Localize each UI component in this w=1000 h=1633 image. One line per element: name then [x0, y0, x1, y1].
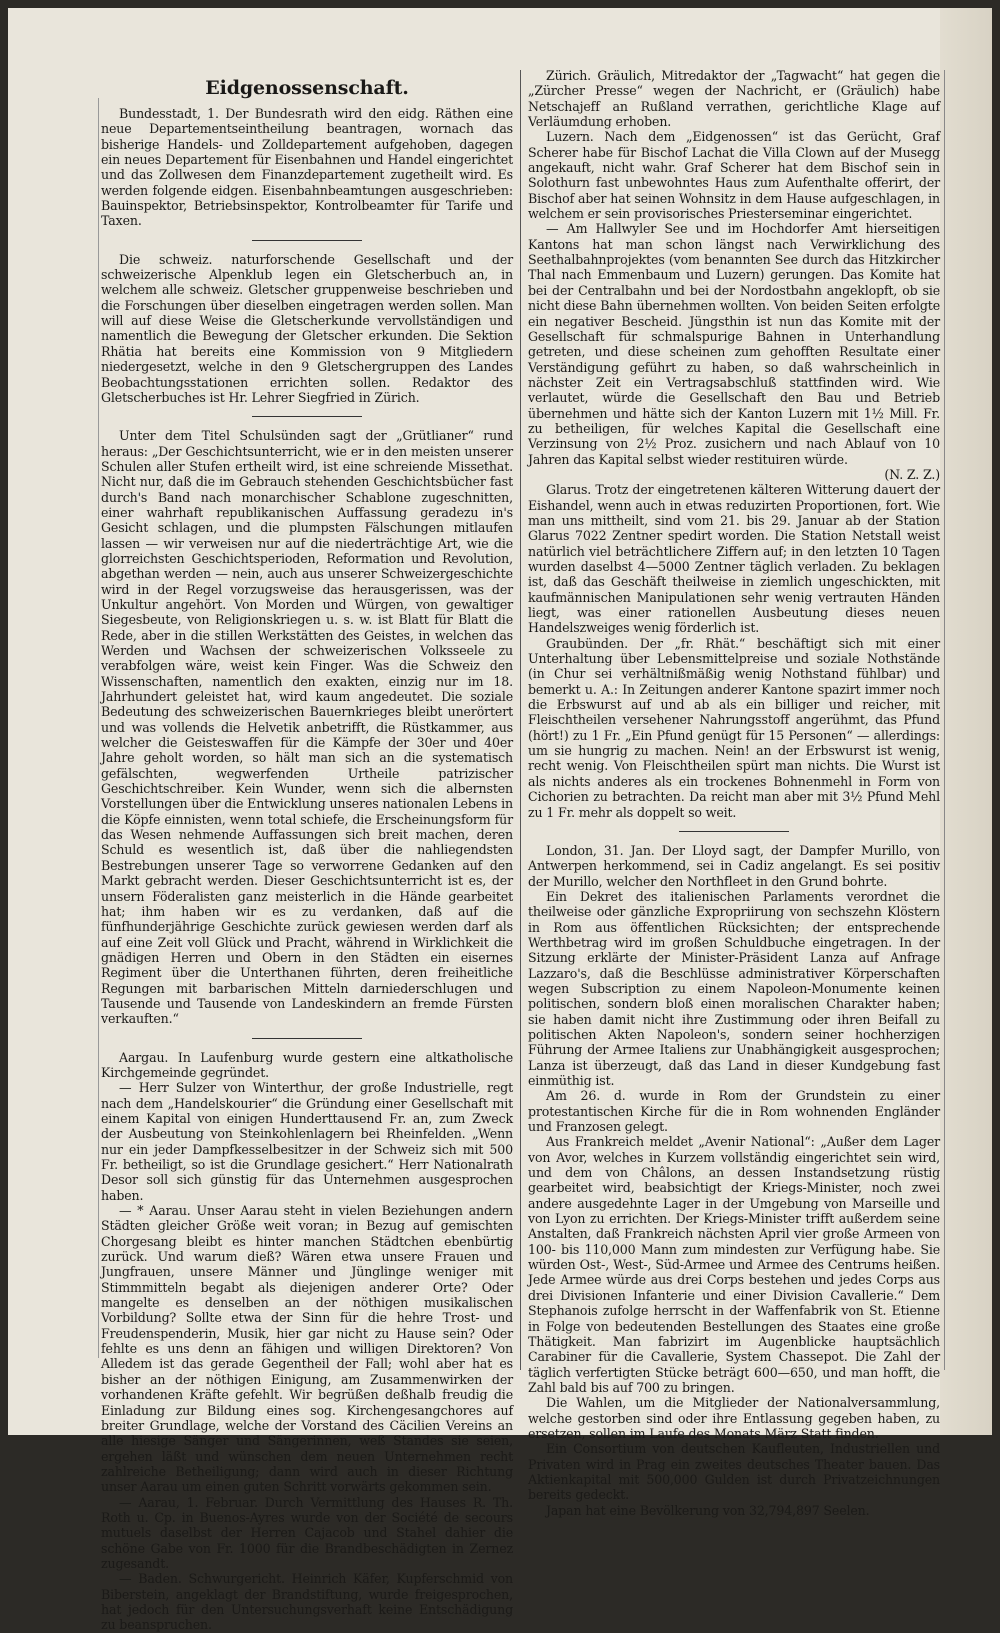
separator	[252, 240, 362, 241]
left-margin-rule	[98, 98, 99, 1358]
article-italien: Ein Dekret des italienischen Parlaments verordnet die theilweise oder gänzliche Expropriirung von sechszehn Klöstern in Rom aus öffentlichen Rücksichten; der entsprechende Werthbetrag wird im großen Schuldbuche eingetragen. In der Sitzung erklärte der Minister-Präsident Lanza auf Anfrage Lazzaro's, daß die Beschlüsse administrativer Körperschaften wegen Subscription zu einem Napoleon-Monumente keinen politischen, sondern bloß einen moralischen Charakter haben; sie haben damit nicht ihre Zustimmung oder ihren Beifall zu politischen Akten Napoleon's, sondern seiner hochherzigen Führung der Armee Italiens zur Unabhängigkeit ausgesprochen; Lanza ist überzeugt, daß das Land in dieser Kundgebung fast einmüthig ist.	[528, 888, 940, 1088]
article-sulzer: — Herr Sulzer von Winterthur, der große Industrielle, regt nach dem „Handelskourier“ die Gründung einer Gesellschaft mit einem Kapital von einigen Hunderttausend Fr. an, zum Zweck der Ausbeutung von Steinkohlenlagern bei Rheinfelden. „Wenn nur ein jeder Dampfkesselbesitzer in der Schweiz sich mit 500 Fr. betheiligt, so ist die Grundlage gesichert.“ Herr Nationalrath Desor soll sich günstig für das Unternehmen ausgesprochen haben.	[101, 1080, 513, 1203]
article-gletscher: Die schweiz. naturforschende Gesellschaft und der schweizerische Alpenklub legen ein Gletscherbuch an, in welchem alle schweiz. Gletscher gruppenweise beschrieben und die Forschungen über dieselben eingetragen werden sollen. Man will auf diese Weise die Gletscherkunde vervollständigen und namentlich die Bewegung der Gletscher erkunden. Die Sektion Rhätia hat bereits eine Kommission von 9 Mitgliedern niedergesetzt, welche in den 9 Gletschergruppen des Landes Beobachtungsstationen errichten sollen. Redaktor des Gletscherbuches ist Hr. Lehrer Siegfried in Zürich.	[101, 251, 513, 405]
article-luzern: Luzern. Nach dem „Eidgenossen“ ist das Gerücht, Graf Scherer habe für Bischof Lachat die Villa Clown auf der Musegg angekauft, nicht wahr. Graf Scherer hat dem Bischof sein in Solothurn fast unbewohntes Haus zum Aufenthalte offerirt, der Bischof aber hat seinen Wohnsitz in dem Hause aufgeschlagen, in welchem er sein provisorisches Priesterseminar eingerichtet.	[528, 129, 940, 222]
article-aarau-feb: — Aarau, 1. Februar. Durch Vermittlung des Hauses R. Th. Roth u. Cp. in Buenos-Ayres wurde von der Société de secours mutuels daselbst der Herren Cajacob und Stahel dahier die schöne Gabe von Fr. 1000 für die Brandbeschädigten in Zernez zugesandt.	[101, 1494, 513, 1571]
left-column	[101, 68, 513, 1633]
right-column	[528, 68, 940, 1518]
article-bundesstadt: Bundesstadt, 1. Der Bundesrath wird den eidg. Räthen eine neue Departementseintheilung beantragen, wornach das bisherige Handels- und Zolldepartement aufgehoben, dagegen ein neues Departement für Eisenbahnen und Handel eingerichtet und das Zollwesen dem Finanzdepartement zugetheilt wird. Es werden folgende eidgen. Eisenbahnbeamtungen ausgeschrieben: Bauinspektor, Betriebsinspektor, Kontrolbeamter für Tarife und Taxen.	[101, 106, 513, 229]
separator	[252, 416, 362, 417]
article-frankreich: Aus Frankreich meldet „Avenir National“: „Außer dem Lager von Avor, welches in Kurzem vollständig eingerichtet sein wird, und dem von Châlons, an dessen Instandsetzung rüstig gearbeitet wird, beabsichtigt der Kriegs-Minister, noch zwei andere ausgedehnte Lager in der Umgebung von Marseille und von Lyon zu errichten. Der Kriegs-Minister trifft außerdem seine Anstalten, daß Frankreich nächsten April vier große Armeen von 100- bis 110,000 Mann zum mindesten zur Verfügung habe. Sie würden Ost-, West-, Süd-Armee und Armee des Centrums heißen. Jede Armee würde aus drei Corps bestehen und jedes Corps aus drei Divisionen Infanterie und einer Division Cavallerie.“ Dem Stephanois zufolge herrscht in der Waffenfabrik von St. Etienne in Folge von bedeutenden Bestellungen des Staates eine große Thätigkeit. Man fabrizirt im Augenblicke hauptsächlich Carabiner für die Cavallerie, System Chassepot. Die Zahl der täglich verfertigten Stücke beträgt 600—650, und man hofft, die Zahl bald bis auf 700 zu bringen.	[528, 1134, 940, 1395]
article-zuerich: Zürich. Gräulich, Mitredaktor der „Tagwacht“ hat gegen die „Zürcher Presse“ wegen der Nachricht, er (Gräulich) habe Netschajeff an Rußland verrathen, gerichtliche Klage auf Verläumdung erhoben.	[528, 68, 940, 130]
right-margin-rule	[944, 70, 945, 1370]
article-aargau: Aargau. In Laufenburg wurde gestern eine altkatholische Kirchgemeinde gegründet.	[101, 1049, 513, 1080]
newspaper-page	[8, 8, 992, 1633]
article-london: London, 31. Jan. Der Lloyd sagt, der Dampfer Murillo, von Antwerpen herkommend, sei in Cadiz angelangt. Es sei positiv der Murillo, welcher den Northfleet in den Grund bohrte.	[528, 842, 940, 889]
page-edge	[940, 8, 992, 1435]
separator	[679, 831, 789, 832]
column-divider	[520, 70, 521, 1370]
separator	[252, 1038, 362, 1039]
section-heading: Eidgenossenschaft.	[205, 77, 409, 99]
article-schulsuenden: Unter dem Titel Schulsünden sagt der „Grütlianer“ rund heraus: „Der Geschichtsunterricht, wie er in den meisten unserer Schulen aller Stufen ertheilt wird, ist eine schreiende Missethat. Nicht nur, daß die im Gebrauch stehenden Geschichtsbücher fast durch's Band nach monarchischer Schablone zugeschnitten, einer wahrhaft republikanischen Auffassung geradezu in's Gesicht schlagen, und die plumpsten Fälschungen mitlaufen lassen — wir verweisen nur auf die niederträchtige Art, wie die glorreichsten Geschichtsperioden, Reformation und Revolution, abgethan werden — nein, auch aus unserer Schweizergeschichte wird in der Regel vorzugsweise das herausgerissen, was der Unkultur angehört. Von Morden und Würgen, von gewaltiger Siegesbeute, von Religionskriegen u. s. w. ist Blatt für Blatt die Rede, aber in die stillen Werkstätten des Geistes, in welchen das Werden und Wachsen der schweizerischen Volksseele zu verabfolgen wäre, weist kein Finger. Was die Schweiz den Wissenschaften, namentlich den exakten, einzig nur im 18. Jahrhundert geleistet hat, wird kaum angedeutet. Die soziale Bedeutung des schweizerischen Bauernkrieges bleibt unerörtert und was vollends die Helvetik anbetrifft, die Rüstkammer, aus welcher die Geisteswaffen für die Kämpfe der 30er und 40er Jahre geholt worden, so hält man sich an die systematisch gefälschten, wegwerfenden Urtheile patrizischer Geschichtschreiber. Kein Wunder, wenn sich die albernsten Vorstellungen über die Entwicklung unseres nationalen Lebens in die Köpfe einnisten, wenn total schiefe, die Erscheinungsform für das Wesen nehmende Auffassungen sich breit machen, deren Schuld es wesentlich ist, daß über die nahliegendsten Bestrebungen unserer Tage so verworrene Gedanken auf den Markt gebracht werden. Dieser Geschichtsunterricht ist es, der unsern Föderalisten ganz meisterlich in die Hände gearbeitet hat; ihm haben wir es zu verdanken, daß auf die fünfhunderjährige Geschichte zurück gewiesen werden darf als auf eine Zeit voll Glück und Pracht, während in Wirklichkeit die gnädigen Herren und Obern in den Städten ein eisernes Regiment über die Unterthanen führten, deren freiheitliche Regungen mit barbarischen Mitteln darniederschlugen und Tausende und Tausende von Landeskindern an fremde Fürsten verkauften.“	[101, 428, 513, 1027]
article-glarus: Glarus. Trotz der eingetretenen kälteren Witterung dauert der Eishandel, wenn auch in etwas reduzirten Proportionen, fort. Wie man uns mittheilt, sind vom 21. bis 29. Januar ab der Station Glarus 7022 Zentner spedirt worden. Die Station Netstall weist natürlich viel beträchtlichere Ziffern auf; in den letzten 10 Tagen wurden daselbst 4—5000 Zentner täglich verladen. Zu beklagen ist, daß das Geschäft theilweise in ziemlich ungeschickten, mit kaufmännischen Manipulationen sehr wenig vertrauten Händen liegt, was einer rationellen Ausbeutung dieses neuen Handelszweiges wenig förderlich ist.	[528, 482, 940, 636]
article-aarau-gesang: — * Aarau. Unser Aarau steht in vielen Beziehungen andern Städten gleicher Größe weit voran; in Bezug auf gemischten Chorgesang bleibt es hinter manchen Städtchen ebenbürtig zurück. Und warum dieß? Wären etwa unsere Frauen und Jungfrauen, unsere Männer und Jünglinge weniger mit Stimmmitteln begabt als diejenigen anderer Orte? Oder mangelte es denselben an der nöthigen musikalischen Vorbildung? Sollte etwa der Sinn für die hehre Trost- und Freudenspenderin, Musik, hier gar nicht zu Hause sein? Oder fehlte es uns denn an fähigen und willigen Direktoren? Von Alledem ist das gerade Gegentheil der Fall; wohl aber hat es bisher an der nöthigen Einigung, am Zusammenwirken der vorhandenen Kräfte gefehlt. Wir begrüßen deßhalb freudig die Einladung zur Bildung eines sog. Kirchengesangchores auf breiter Grundlage, welche der Vorstand des Cäcilien Vereins an alle hiesige Sänger und Sängerinnen, weß Standes sie seien, ergehen läßt und wünschen dem neuen Unternehmen recht zahlreiche Betheiligung; dann wird auch in dieser Richtung unser Aarau um einen guten Schritt vorwärts gekommen sein.	[101, 1203, 513, 1495]
article-rom: Am 26. d. wurde in Rom der Grundstein zu einer protestantischen Kirche für die in Rom wohnenden Engländer und Franzosen gelegt.	[528, 1088, 940, 1135]
article-hallwyl: — Am Hallwyler See und im Hochdorfer Amt hierseitigen Kantons hat man schon längst nach Verwirklichung des Seethalbahnprojektes (vom benannten See durch das Hitzkircher Thal nach Emmenbaum und Luzern) gerungen. Das Komite hat bei der Centralbahn und bei der Nordostbahn angeklopft, ob sie nicht diese Bahn übernehmen wollten. Von beiden Seiten erfolgte ein negativer Bescheid. Jüngsthin ist nun das Komite mit der Gesellschaft für schmalspurige Bahnen in Unterhandlung getreten, und diese scheinen zum gehofften Resultate einer Verständigung geführt zu haben, so daß wahrscheinlich in nächster Zeit ein Vertragsabschluß stattfinden wird. Wie verlautet, würde die Gesellschaft den Bau und Betrieb übernehmen und hätte sich der Kanton Luzern mit 1½ Mill. Fr. zu betheiligen, für welches Kapital die Gesellschaft eine Verzinsung von 2½ Proz. zusichern und nach Ablauf von 10 Jahren das Kapital selbst wieder restituiren würde.	[528, 221, 940, 467]
article-prag: Ein Consortium von deutschen Kaufleuten, Industriellen und Privaten wird in Prag ein zweites deutsches Theater bauen. Das Aktienkapital mit 500,000 Gulden ist durch Privatzeichnungen bereits gedeckt.	[528, 1441, 940, 1503]
source-note: (N. Z. Z.)	[884, 466, 940, 482]
article-japan: Japan hat eine Bevölkerung von 32,794,897 Seelen.	[546, 1502, 870, 1518]
article-wahlen: Die Wahlen, um die Mitglieder der Nationalversammlung, welche gestorben sind oder ihre Entlassung gegeben haben, zu ersetzen, sollen im Laufe des Monats März Statt finden.	[528, 1395, 940, 1441]
article-baden: — Baden. Schwurgericht. Heinrich Käfer, Kupferschmid von Biberstein, angeklagt der Brandstiftung, wurde freigesprochen, hat jedoch für den Untersuchungsverhaft keine Entschädigung zu beanspruchen.	[101, 1571, 513, 1633]
article-graubuenden: Graubünden. Der „fr. Rhät.“ beschäftigt sich mit einer Unterhaltung über Lebensmittelpreise und soziale Nothstände (in Chur sei verhältnißmäßig wenig Nothstand fühlbar) und bemerkt u. A.: In Zeitungen anderer Kantone spazirt immer noch die Erbswurst auf und ab als ein billiger und reicher, mit Fleischtheilen versehener Nahrungsstoff angerühmt, das Pfund (hört!) zu 1 Fr. „Ein Pfund genügt für 15 Personen“ — allerdings: um sie hungrig zu machen. Nein! an der Erbswurst ist wenig, recht wenig. Von Fleischtheilen spürt man nichts. Die Wurst ist als nichts anderes als ein trockenes Bohnenmehl in Form von Cichorien zu betrachten. Da reicht man aber mit 3½ Pfund Mehl zu 1 Fr. mehr als doppelt so weit.	[528, 635, 940, 820]
